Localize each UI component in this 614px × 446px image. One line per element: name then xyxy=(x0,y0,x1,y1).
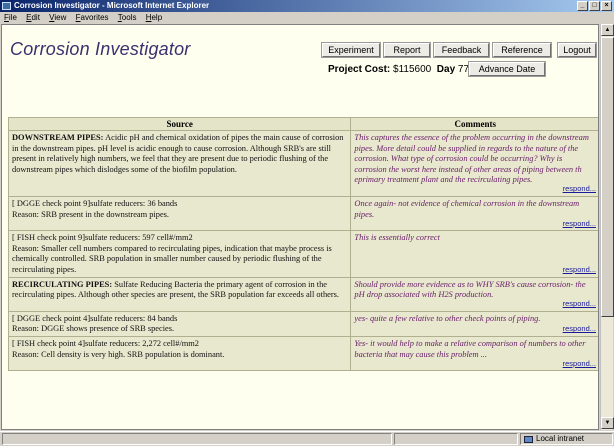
table-row xyxy=(9,277,600,311)
comment-text: Yes- it would help to make a relative comparison of numbers to other bacteria that may cause this problem ... xyxy=(354,338,586,359)
comment-text: yes- quite a few relative to other check points of piping. xyxy=(354,313,541,323)
scroll-thumb[interactable] xyxy=(601,37,614,317)
status-bar xyxy=(0,431,614,446)
source-text: [ FISH check point 9]sulfate reducers: 597 cell#/mm2 Reason: Smaller cell numbers compared to recirculating pipes, indication that maybe process is chemically controlled. SRB population in smaller number caused by periodic flushing of the recirculating pipes. xyxy=(12,233,332,274)
comment-cell xyxy=(351,131,599,197)
menu-bar xyxy=(0,12,614,23)
section-label: RECIRCULATING PIPES: xyxy=(12,279,113,289)
menu-file[interactable]: File xyxy=(4,13,17,22)
feedback-table xyxy=(8,117,599,371)
comment-cell xyxy=(351,311,599,336)
respond-link[interactable]: respond... xyxy=(562,358,596,368)
maximize-button[interactable]: □ xyxy=(589,1,600,11)
scroll-up-icon[interactable]: ▲ xyxy=(601,24,614,36)
status-progress xyxy=(394,433,518,445)
source-text: [ FISH check point 4]sulfate reducers: 2,272 cell#/mm2 Reason: Cell density is very high. SRB population is dominant. xyxy=(12,338,225,359)
table-row xyxy=(9,196,600,230)
feedback-button[interactable]: Feedback xyxy=(434,43,489,57)
experiment-button[interactable]: Experiment xyxy=(322,43,380,57)
comment-text: This is essentially correct xyxy=(354,233,440,243)
security-zone xyxy=(520,433,613,445)
vertical-scrollbar[interactable] xyxy=(600,24,613,430)
comment-cell xyxy=(351,231,599,277)
source-cell xyxy=(9,231,351,277)
minimize-button[interactable]: _ xyxy=(577,1,588,11)
source-text: [ DGGE check point 9]sulfate reducers: 36 bands Reason: SRB present in the downstream pipes. xyxy=(12,198,178,219)
project-cost-label: Project Cost: xyxy=(328,64,391,75)
section-label: DOWNSTREAM PIPES: xyxy=(12,133,104,142)
source-cell xyxy=(9,131,351,197)
day-label: Day xyxy=(436,64,456,75)
menu-favorites[interactable]: Favorites xyxy=(75,13,109,22)
comment-text: Should provide more evidence as to WHY SRB's cause corrosion- the pH drop associated with H2S production. xyxy=(354,279,586,300)
reference-button[interactable]: Reference xyxy=(493,43,551,57)
menu-view[interactable]: View xyxy=(49,13,67,22)
comment-cell xyxy=(351,196,599,230)
table-row xyxy=(9,311,600,336)
advance-date-button[interactable]: Advance Date xyxy=(469,62,545,76)
close-button[interactable]: × xyxy=(601,1,612,11)
respond-link[interactable]: respond... xyxy=(562,264,596,274)
source-cell xyxy=(9,336,351,370)
report-button[interactable]: Report xyxy=(384,43,430,57)
comment-cell xyxy=(351,336,599,370)
window-title-bar xyxy=(0,0,614,12)
source-text: Acidic pH and chemical oxidation of pipes the main cause of corrosion in the downstream pipes. pH level is acidic enough to cause corrosion. Although SRB's are still present in relatively high numbers, we feel that they are present due to periodic flushing of the downstream pipes which dislodges some of the biofilm population. xyxy=(12,133,344,174)
source-cell xyxy=(9,196,351,230)
respond-link[interactable]: respond... xyxy=(562,324,596,334)
respond-link[interactable]: respond... xyxy=(562,184,596,194)
menu-tools[interactable]: Tools xyxy=(117,13,137,22)
app-header xyxy=(2,25,599,115)
day-value: 77 xyxy=(457,64,470,75)
respond-link[interactable]: respond... xyxy=(562,299,596,309)
comment-text: This captures the essence of the problem occurring in the downstream pipes. More detail could be supplied in regards to the nature of the corrosion. What type of corrosion could be occurring? Why is corrosion the worst here instead of other areas of piping between th eprimary treatment plant and the recirculating pipes. xyxy=(354,133,589,185)
source-text: [ DGGE check point 4]sulfate reducers: 84 bands Reason: DGGE shows presence of SRB species. xyxy=(12,313,178,334)
source-cell xyxy=(9,311,351,336)
project-status xyxy=(328,64,469,75)
logout-button[interactable]: Logout xyxy=(558,43,596,57)
respond-link[interactable]: respond... xyxy=(562,218,596,228)
comment-cell xyxy=(351,277,599,311)
page-content xyxy=(1,24,599,430)
source-cell xyxy=(9,277,351,311)
feedback-table-wrap xyxy=(8,117,599,371)
intranet-icon xyxy=(524,436,533,443)
table-row xyxy=(9,131,600,197)
menu-edit[interactable]: Edit xyxy=(26,13,40,22)
scroll-down-icon[interactable]: ▼ xyxy=(601,417,614,429)
project-cost-value: $115600 xyxy=(393,64,432,75)
zone-label: Local intranet xyxy=(536,434,585,443)
comment-text: Once again- not evidence of chemical corrosion in the downstream pipes. xyxy=(354,198,580,219)
comments-header: Comments xyxy=(351,118,599,131)
table-row xyxy=(9,336,600,370)
source-text: Sulfate Reducing Bacteria the primary agent of corrosion in the recirculating pipes. Although other species are present, the SRB population far exceeds all others. xyxy=(12,279,339,300)
table-row xyxy=(9,231,600,277)
source-header: Source xyxy=(9,118,351,131)
status-message xyxy=(2,433,392,445)
window-title: Corrosion Investigator - Microsoft Internet Explorer xyxy=(14,1,210,10)
app-title: Corrosion Investigator xyxy=(10,39,191,59)
ie-icon xyxy=(2,2,11,10)
menu-help[interactable]: Help xyxy=(145,13,163,22)
